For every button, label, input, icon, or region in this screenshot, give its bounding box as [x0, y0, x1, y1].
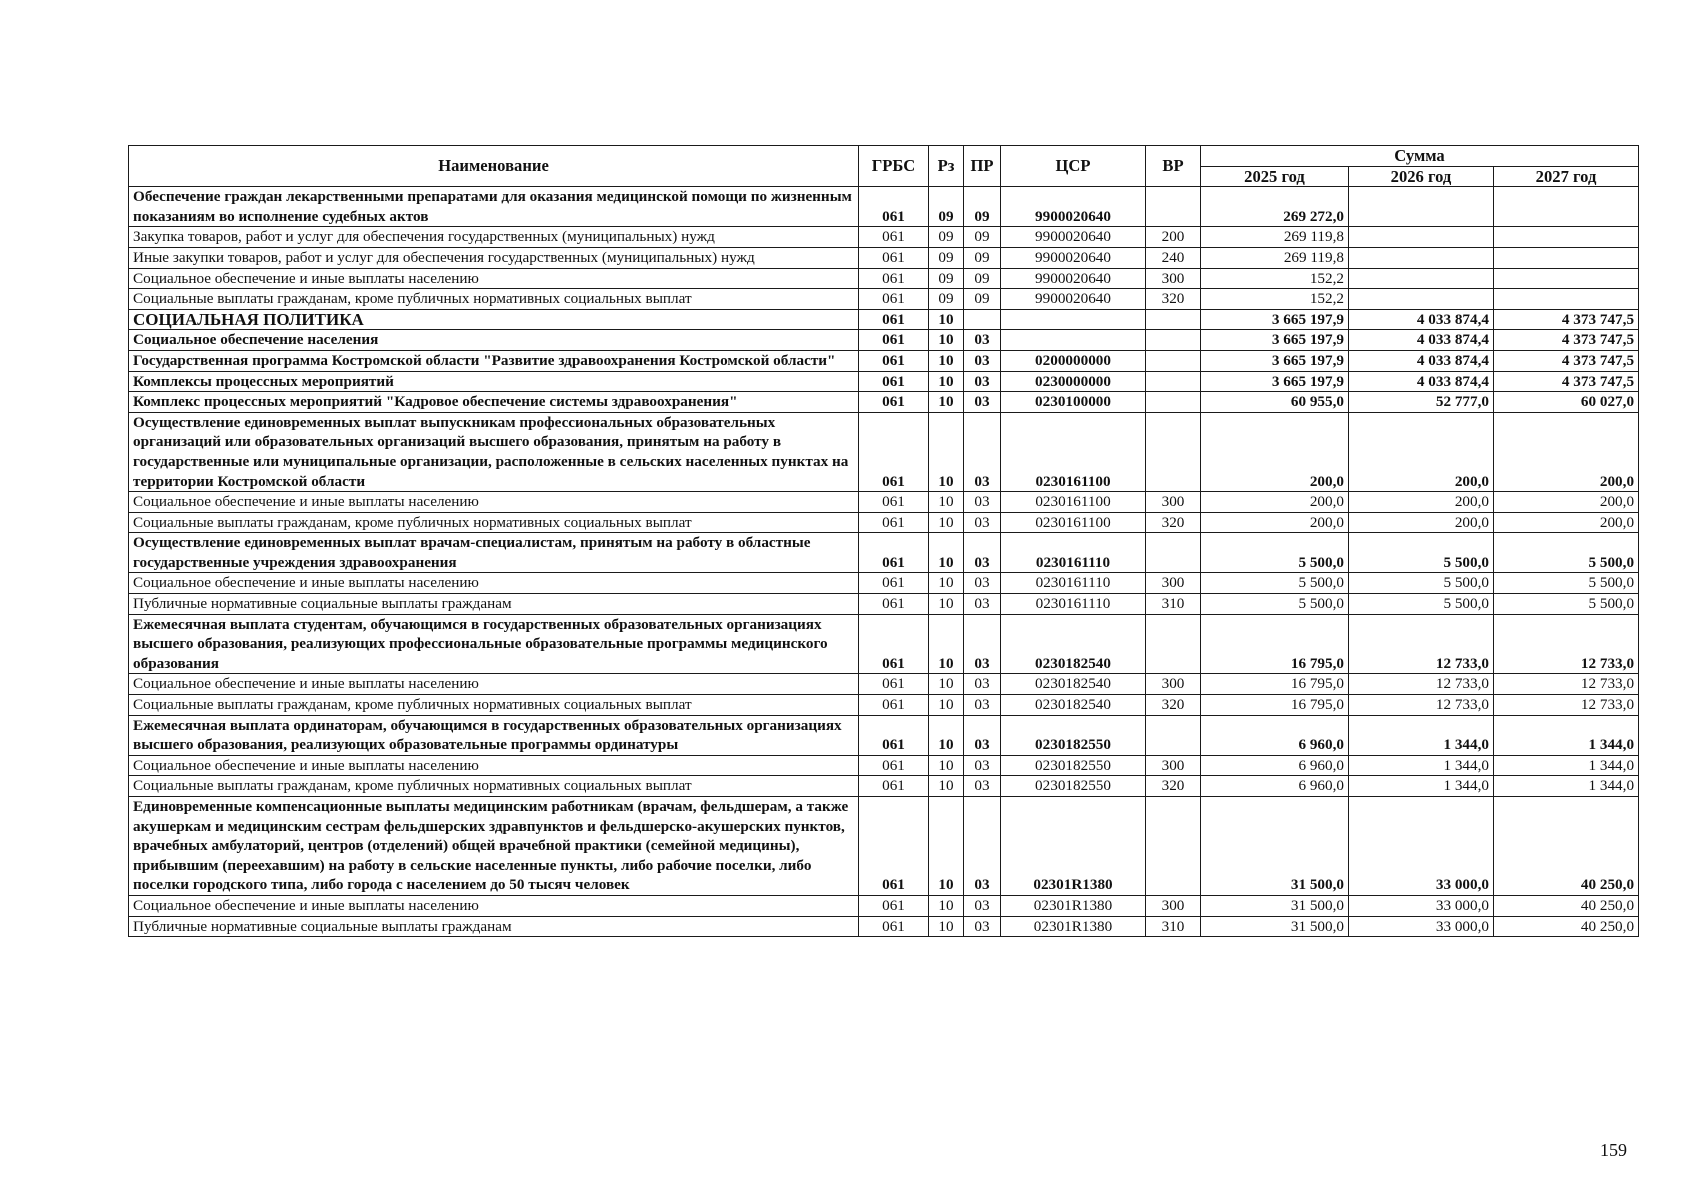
cell-pr: 09: [964, 289, 1001, 310]
cell-vr: 320: [1146, 695, 1201, 716]
table-row: [129, 412, 1639, 491]
cell-vr: 300: [1146, 895, 1201, 916]
cell-vr: 200: [1146, 227, 1201, 248]
cell-pr: 03: [964, 573, 1001, 594]
cell-csr: 0230161110: [1001, 594, 1146, 615]
cell-sum-2026: 5 500,0: [1349, 573, 1494, 594]
cell-grbs: 061: [859, 895, 929, 916]
cell-sum-2027: 200,0: [1494, 412, 1639, 491]
cell-sum-2025: 200,0: [1201, 412, 1349, 491]
cell-sum-2025: 3 665 197,9: [1201, 371, 1349, 392]
cell-grbs: 061: [859, 797, 929, 896]
cell-csr: 0230161110: [1001, 573, 1146, 594]
header-row-1: [129, 146, 1639, 167]
header-year-2027: 2027 год: [1494, 166, 1639, 187]
cell-pr: 03: [964, 392, 1001, 413]
table-row: [129, 247, 1639, 268]
cell-rz: 10: [929, 916, 964, 937]
cell-grbs: 061: [859, 309, 929, 330]
cell-sum-2025: 16 795,0: [1201, 695, 1349, 716]
cell-sum-2026: 200,0: [1349, 412, 1494, 491]
cell-grbs: 061: [859, 492, 929, 513]
cell-name: Социальное обеспечение и иные выплаты населению: [129, 674, 859, 695]
cell-name: Социальное обеспечение и иные выплаты населению: [129, 755, 859, 776]
cell-sum-2026: [1349, 187, 1494, 227]
cell-csr: 0230000000: [1001, 371, 1146, 392]
table-row: [129, 755, 1639, 776]
cell-vr: [1146, 371, 1201, 392]
cell-grbs: 061: [859, 247, 929, 268]
cell-rz: 10: [929, 715, 964, 755]
cell-vr: [1146, 187, 1201, 227]
cell-pr: 03: [964, 533, 1001, 573]
cell-pr: 03: [964, 614, 1001, 674]
cell-name: Комплекс процессных мероприятий "Кадровое обеспечение системы здравоохранения": [129, 392, 859, 413]
cell-sum-2025: 269 119,8: [1201, 227, 1349, 248]
cell-sum-2025: 200,0: [1201, 512, 1349, 533]
cell-csr: [1001, 309, 1146, 330]
cell-sum-2027: 200,0: [1494, 512, 1639, 533]
cell-grbs: 061: [859, 755, 929, 776]
cell-rz: 09: [929, 227, 964, 248]
cell-vr: 310: [1146, 594, 1201, 615]
cell-vr: 320: [1146, 289, 1201, 310]
cell-grbs: 061: [859, 512, 929, 533]
cell-grbs: 061: [859, 695, 929, 716]
cell-pr: 03: [964, 330, 1001, 351]
cell-sum-2027: [1494, 227, 1639, 248]
cell-pr: 03: [964, 371, 1001, 392]
cell-sum-2025: 6 960,0: [1201, 755, 1349, 776]
cell-grbs: 061: [859, 594, 929, 615]
cell-rz: 10: [929, 309, 964, 330]
cell-sum-2026: 1 344,0: [1349, 755, 1494, 776]
cell-csr: 9900020640: [1001, 268, 1146, 289]
cell-vr: [1146, 412, 1201, 491]
cell-vr: 320: [1146, 776, 1201, 797]
cell-grbs: 061: [859, 614, 929, 674]
table-row: [129, 371, 1639, 392]
cell-sum-2027: 12 733,0: [1494, 674, 1639, 695]
cell-grbs: 061: [859, 674, 929, 695]
table-row: [129, 715, 1639, 755]
table-row: [129, 614, 1639, 674]
cell-sum-2025: 60 955,0: [1201, 392, 1349, 413]
cell-sum-2026: 200,0: [1349, 512, 1494, 533]
cell-sum-2025: 6 960,0: [1201, 715, 1349, 755]
cell-sum-2025: 5 500,0: [1201, 533, 1349, 573]
header-sum: Сумма: [1201, 146, 1639, 167]
cell-sum-2026: 33 000,0: [1349, 916, 1494, 937]
cell-sum-2025: 269 272,0: [1201, 187, 1349, 227]
cell-csr: 0230182540: [1001, 674, 1146, 695]
cell-sum-2027: 1 344,0: [1494, 715, 1639, 755]
cell-pr: 09: [964, 247, 1001, 268]
cell-sum-2026: 5 500,0: [1349, 533, 1494, 573]
cell-sum-2026: 12 733,0: [1349, 614, 1494, 674]
cell-sum-2026: [1349, 268, 1494, 289]
cell-vr: 320: [1146, 512, 1201, 533]
cell-sum-2025: 16 795,0: [1201, 614, 1349, 674]
cell-vr: 240: [1146, 247, 1201, 268]
cell-sum-2027: 40 250,0: [1494, 916, 1639, 937]
cell-pr: 03: [964, 492, 1001, 513]
cell-pr: [964, 309, 1001, 330]
cell-vr: [1146, 330, 1201, 351]
cell-rz: 10: [929, 614, 964, 674]
table-row: [129, 350, 1639, 371]
cell-name: Публичные нормативные социальные выплаты гражданам: [129, 594, 859, 615]
cell-name: Социальное обеспечение и иные выплаты населению: [129, 573, 859, 594]
cell-sum-2027: 4 373 747,5: [1494, 330, 1639, 351]
cell-name: Осуществление единовременных выплат врачам-специалистам, принятым на работу в областные государственные учреждения здравоохранения: [129, 533, 859, 573]
cell-vr: [1146, 797, 1201, 896]
cell-vr: [1146, 392, 1201, 413]
table-row: [129, 492, 1639, 513]
cell-rz: 10: [929, 330, 964, 351]
table-row: [129, 289, 1639, 310]
cell-sum-2027: 1 344,0: [1494, 755, 1639, 776]
cell-csr: 0230182540: [1001, 614, 1146, 674]
cell-grbs: 061: [859, 330, 929, 351]
cell-sum-2027: 12 733,0: [1494, 695, 1639, 716]
cell-sum-2026: 4 033 874,4: [1349, 350, 1494, 371]
cell-pr: 03: [964, 715, 1001, 755]
cell-rz: 10: [929, 594, 964, 615]
cell-sum-2026: 4 033 874,4: [1349, 309, 1494, 330]
cell-sum-2025: 31 500,0: [1201, 916, 1349, 937]
cell-csr: 0230161100: [1001, 512, 1146, 533]
cell-grbs: 061: [859, 371, 929, 392]
cell-csr: 0230182550: [1001, 755, 1146, 776]
table-row: [129, 533, 1639, 573]
table-body: [129, 187, 1639, 937]
cell-name: Социальное обеспечение населения: [129, 330, 859, 351]
cell-sum-2026: 52 777,0: [1349, 392, 1494, 413]
cell-csr: 0230100000: [1001, 392, 1146, 413]
table-row: [129, 674, 1639, 695]
cell-csr: 9900020640: [1001, 227, 1146, 248]
cell-csr: 9900020640: [1001, 289, 1146, 310]
cell-vr: [1146, 614, 1201, 674]
cell-sum-2025: 16 795,0: [1201, 674, 1349, 695]
table-row: [129, 776, 1639, 797]
cell-grbs: 061: [859, 573, 929, 594]
cell-grbs: 061: [859, 187, 929, 227]
cell-name: Ежемесячная выплата студентам, обучающимся в государственных образовательных организациях высшего образования, реализующих профессиональные образовательные программы медицинского образования: [129, 614, 859, 674]
cell-sum-2026: 200,0: [1349, 492, 1494, 513]
cell-sum-2026: [1349, 227, 1494, 248]
cell-rz: 10: [929, 797, 964, 896]
cell-name: Обеспечение граждан лекарственными препаратами для оказания медицинской помощи по жизненным показаниям во исполнение судебных актов: [129, 187, 859, 227]
cell-rz: 10: [929, 533, 964, 573]
budget-table-sheet: [128, 145, 1638, 937]
table-row: [129, 392, 1639, 413]
cell-rz: 10: [929, 776, 964, 797]
cell-csr: 9900020640: [1001, 247, 1146, 268]
table-row: [129, 309, 1639, 330]
cell-rz: 10: [929, 755, 964, 776]
table-row: [129, 268, 1639, 289]
table-row: [129, 512, 1639, 533]
cell-rz: 09: [929, 187, 964, 227]
cell-sum-2027: 40 250,0: [1494, 797, 1639, 896]
cell-name: СОЦИАЛЬНАЯ ПОЛИТИКА: [129, 309, 859, 330]
cell-pr: 03: [964, 797, 1001, 896]
table-row: [129, 330, 1639, 351]
cell-name: Закупка товаров, работ и услуг для обеспечения государственных (муниципальных) нужд: [129, 227, 859, 248]
cell-csr: 0200000000: [1001, 350, 1146, 371]
header-year-2026: 2026 год: [1349, 166, 1494, 187]
cell-vr: 300: [1146, 573, 1201, 594]
cell-sum-2025: 152,2: [1201, 268, 1349, 289]
header-csr: ЦСР: [1001, 146, 1146, 187]
header-year-2025: 2025 год: [1201, 166, 1349, 187]
cell-sum-2027: 5 500,0: [1494, 533, 1639, 573]
cell-rz: 10: [929, 412, 964, 491]
cell-grbs: 061: [859, 916, 929, 937]
cell-pr: 03: [964, 512, 1001, 533]
cell-sum-2027: 40 250,0: [1494, 895, 1639, 916]
cell-rz: 10: [929, 350, 964, 371]
cell-name: Социальное обеспечение и иные выплаты населению: [129, 895, 859, 916]
table-row: [129, 227, 1639, 248]
cell-csr: 02301R1380: [1001, 916, 1146, 937]
cell-rz: 10: [929, 573, 964, 594]
cell-sum-2025: 31 500,0: [1201, 797, 1349, 896]
cell-grbs: 061: [859, 392, 929, 413]
cell-sum-2027: [1494, 268, 1639, 289]
cell-sum-2025: 3 665 197,9: [1201, 330, 1349, 351]
cell-pr: 03: [964, 412, 1001, 491]
cell-grbs: 061: [859, 289, 929, 310]
cell-csr: 0230182540: [1001, 695, 1146, 716]
cell-sum-2025: 3 665 197,9: [1201, 350, 1349, 371]
cell-sum-2027: 12 733,0: [1494, 614, 1639, 674]
cell-vr: [1146, 350, 1201, 371]
cell-pr: 03: [964, 776, 1001, 797]
cell-rz: 09: [929, 247, 964, 268]
table-row: [129, 573, 1639, 594]
cell-grbs: 061: [859, 776, 929, 797]
cell-name: Социальное обеспечение и иные выплаты населению: [129, 492, 859, 513]
cell-name: Социальное обеспечение и иные выплаты населению: [129, 268, 859, 289]
cell-rz: 09: [929, 289, 964, 310]
cell-pr: 03: [964, 695, 1001, 716]
cell-sum-2025: 200,0: [1201, 492, 1349, 513]
header-pr: ПР: [964, 146, 1001, 187]
cell-sum-2026: 1 344,0: [1349, 776, 1494, 797]
cell-sum-2025: 152,2: [1201, 289, 1349, 310]
cell-rz: 10: [929, 392, 964, 413]
cell-name: Социальные выплаты гражданам, кроме публичных нормативных социальных выплат: [129, 776, 859, 797]
cell-name: Социальные выплаты гражданам, кроме публичных нормативных социальных выплат: [129, 289, 859, 310]
cell-sum-2027: 4 373 747,5: [1494, 309, 1639, 330]
cell-name: Иные закупки товаров, работ и услуг для обеспечения государственных (муниципальных) нужд: [129, 247, 859, 268]
cell-csr: 0230182550: [1001, 776, 1146, 797]
cell-rz: 10: [929, 695, 964, 716]
cell-grbs: 061: [859, 227, 929, 248]
cell-pr: 03: [964, 674, 1001, 695]
cell-sum-2025: 31 500,0: [1201, 895, 1349, 916]
cell-pr: 09: [964, 187, 1001, 227]
cell-sum-2026: 5 500,0: [1349, 594, 1494, 615]
cell-rz: 10: [929, 895, 964, 916]
cell-sum-2026: 4 033 874,4: [1349, 371, 1494, 392]
cell-rz: 09: [929, 268, 964, 289]
cell-rz: 10: [929, 492, 964, 513]
cell-vr: 300: [1146, 755, 1201, 776]
cell-name: Комплексы процессных мероприятий: [129, 371, 859, 392]
cell-vr: [1146, 533, 1201, 573]
cell-sum-2026: 12 733,0: [1349, 695, 1494, 716]
cell-pr: 09: [964, 227, 1001, 248]
cell-vr: 300: [1146, 674, 1201, 695]
cell-name: Социальные выплаты гражданам, кроме публичных нормативных социальных выплат: [129, 695, 859, 716]
cell-pr: 03: [964, 755, 1001, 776]
cell-sum-2026: 33 000,0: [1349, 895, 1494, 916]
cell-sum-2026: 12 733,0: [1349, 674, 1494, 695]
table-row: [129, 895, 1639, 916]
cell-csr: 02301R1380: [1001, 895, 1146, 916]
table-row: [129, 797, 1639, 896]
budget-table: [128, 145, 1639, 937]
page-number: 159: [1600, 1140, 1627, 1160]
cell-sum-2027: 1 344,0: [1494, 776, 1639, 797]
cell-vr: 300: [1146, 492, 1201, 513]
cell-name: Государственная программа Костромской области "Развитие здравоохранения Костромской области": [129, 350, 859, 371]
cell-name: Социальные выплаты гражданам, кроме публичных нормативных социальных выплат: [129, 512, 859, 533]
cell-grbs: 061: [859, 533, 929, 573]
cell-sum-2026: 4 033 874,4: [1349, 330, 1494, 351]
cell-sum-2026: [1349, 289, 1494, 310]
cell-sum-2027: 60 027,0: [1494, 392, 1639, 413]
cell-csr: 02301R1380: [1001, 797, 1146, 896]
table-row: [129, 916, 1639, 937]
cell-vr: 310: [1146, 916, 1201, 937]
cell-pr: 03: [964, 916, 1001, 937]
cell-pr: 03: [964, 895, 1001, 916]
cell-name: Ежемесячная выплата ординаторам, обучающимся в государственных образовательных организациях высшего образования, реализующих образовательные программы ординатуры: [129, 715, 859, 755]
cell-sum-2027: 4 373 747,5: [1494, 371, 1639, 392]
cell-sum-2025: 3 665 197,9: [1201, 309, 1349, 330]
cell-grbs: 061: [859, 350, 929, 371]
cell-vr: [1146, 309, 1201, 330]
cell-sum-2026: 33 000,0: [1349, 797, 1494, 896]
cell-sum-2027: 200,0: [1494, 492, 1639, 513]
cell-rz: 10: [929, 674, 964, 695]
cell-sum-2026: 1 344,0: [1349, 715, 1494, 755]
cell-vr: [1146, 715, 1201, 755]
cell-csr: 0230182550: [1001, 715, 1146, 755]
cell-sum-2025: 6 960,0: [1201, 776, 1349, 797]
table-row: [129, 695, 1639, 716]
table-row: [129, 187, 1639, 227]
cell-csr: 9900020640: [1001, 187, 1146, 227]
cell-sum-2025: 5 500,0: [1201, 594, 1349, 615]
cell-sum-2026: [1349, 247, 1494, 268]
header-rz: Рз: [929, 146, 964, 187]
header-name: Наименование: [129, 146, 859, 187]
table-row: [129, 594, 1639, 615]
cell-name: Публичные нормативные социальные выплаты гражданам: [129, 916, 859, 937]
cell-sum-2025: 269 119,8: [1201, 247, 1349, 268]
cell-csr: 0230161100: [1001, 492, 1146, 513]
cell-grbs: 061: [859, 268, 929, 289]
cell-name: Осуществление единовременных выплат выпускникам профессиональных образовательных организаций или образовательных организаций высшего образования, принятым на работу в государственные или муниципальные организации, расположенные в сельских населенных пунктах на территории Костромской области: [129, 412, 859, 491]
cell-rz: 10: [929, 512, 964, 533]
header-vr: ВР: [1146, 146, 1201, 187]
cell-sum-2027: 5 500,0: [1494, 573, 1639, 594]
cell-name: Единовременные компенсационные выплаты медицинским работникам (врачам, фельдшерам, а также акушеркам и медицинским сестрам фельдшерских здравпунктов и фельдшерско-акушерских пунктов, врачебных амбулаторий, центров (отделений) общей врачебной практики (семейной медицины), прибывшим (переехавшим) на работу в сельские населенные пункты, либо рабочие поселки, либо поселки городского типа, либо города с населением до 50 тысяч человек: [129, 797, 859, 896]
cell-sum-2025: 5 500,0: [1201, 573, 1349, 594]
cell-grbs: 061: [859, 715, 929, 755]
cell-sum-2027: [1494, 187, 1639, 227]
cell-grbs: 061: [859, 412, 929, 491]
cell-vr: 300: [1146, 268, 1201, 289]
cell-pr: 03: [964, 350, 1001, 371]
cell-sum-2027: 5 500,0: [1494, 594, 1639, 615]
cell-sum-2027: 4 373 747,5: [1494, 350, 1639, 371]
cell-pr: 03: [964, 594, 1001, 615]
header-grbs: ГРБС: [859, 146, 929, 187]
cell-pr: 09: [964, 268, 1001, 289]
cell-csr: [1001, 330, 1146, 351]
cell-rz: 10: [929, 371, 964, 392]
cell-csr: 0230161100: [1001, 412, 1146, 491]
cell-sum-2027: [1494, 247, 1639, 268]
cell-csr: 0230161110: [1001, 533, 1146, 573]
cell-sum-2027: [1494, 289, 1639, 310]
